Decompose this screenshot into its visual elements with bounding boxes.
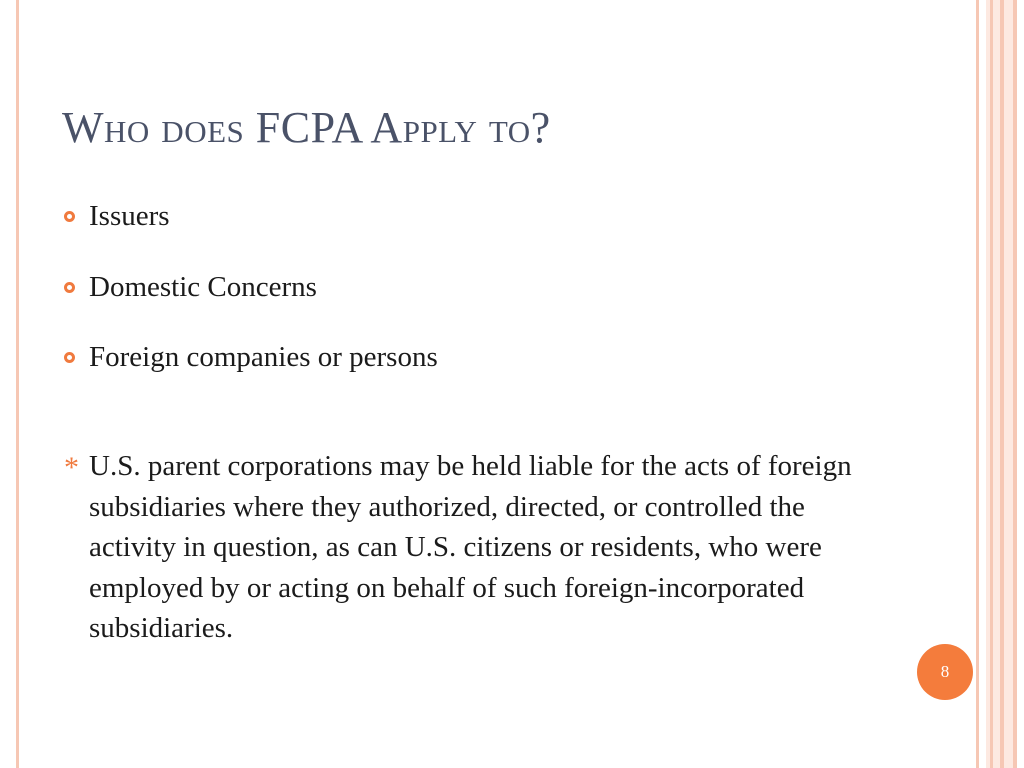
note-text: U.S. parent corporations may be held liable for the acts of foreign subsidiaries where they authorized, directed, or controlled the activity in question, as can U.S. citizens or residents, who were employed by or acting on behalf of such foreign-incorporated subsidiaries. xyxy=(89,450,852,644)
bullet-text: Domestic Concerns xyxy=(89,271,317,303)
left-frame-line xyxy=(16,0,19,768)
asterisk-marker: * xyxy=(64,451,79,484)
ring-bullet-icon xyxy=(64,282,75,293)
right-frame-line xyxy=(976,0,979,768)
ring-bullet-icon xyxy=(64,352,75,363)
page-number: 8 xyxy=(940,662,950,681)
right-frame-line-inner xyxy=(990,0,993,768)
bullet-text: Issuers xyxy=(89,200,170,232)
bullet-item-foreign-companies xyxy=(64,337,438,377)
bullet-item-issuers xyxy=(64,196,170,236)
page-number-badge xyxy=(917,644,973,700)
note-item xyxy=(64,446,869,649)
bullet-item-domestic-concerns xyxy=(64,267,317,307)
ring-bullet-icon xyxy=(64,211,75,222)
bullet-text: Foreign companies or persons xyxy=(89,341,438,373)
right-frame-line-outer xyxy=(1013,0,1017,768)
slide-title: Who does FCPA Apply to? xyxy=(62,103,551,152)
right-frame-line-middle xyxy=(1000,0,1004,768)
